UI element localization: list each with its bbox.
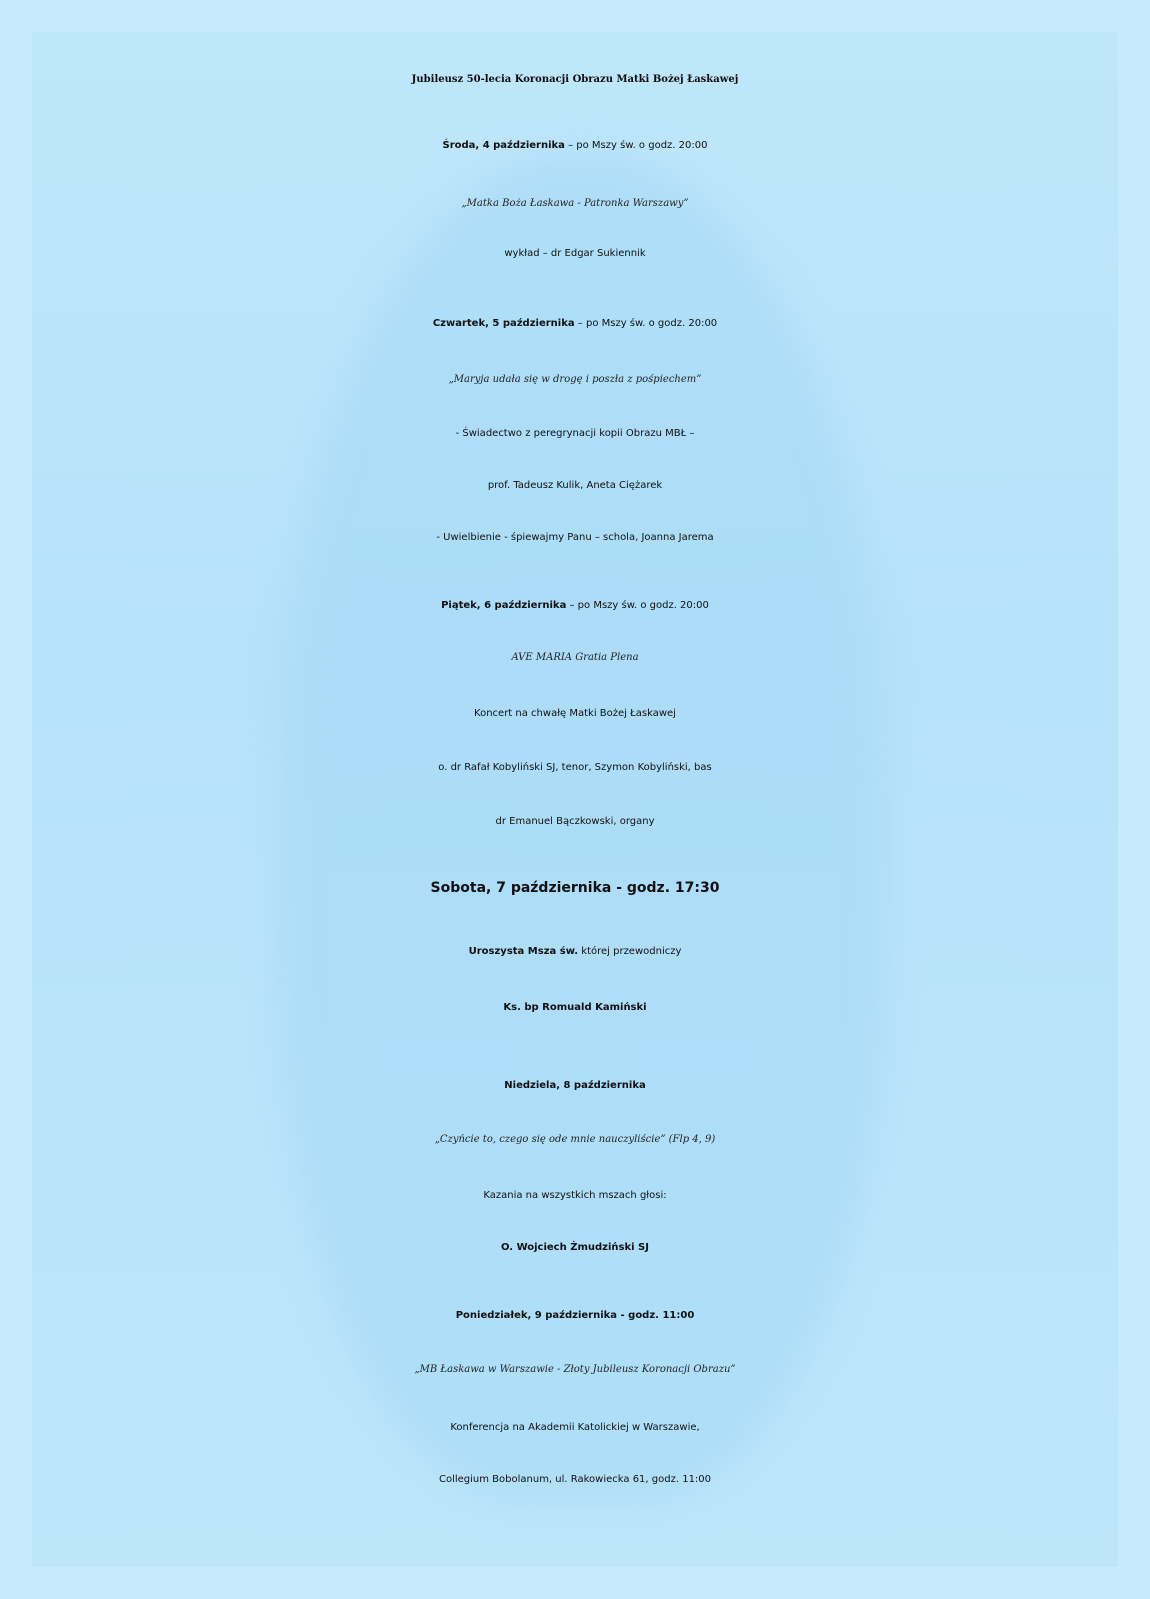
wednesday-day: Środa, 4 października xyxy=(442,140,565,151)
thursday-time: – po Mszy św. o godz. 20:00 xyxy=(574,318,718,329)
saturday-mass-bold: Uroszysta Msza św. xyxy=(468,946,579,957)
monday-quote: „MB Łaskawa w Warszawie - Złoty Jubileusz Koronacji Obrazu” xyxy=(414,1364,736,1375)
monday-text-1: Konferencja na Akademii Katolickiej w Warszawie, xyxy=(450,1422,700,1433)
friday-text-2: o. dr Rafał Kobyliński SJ, tenor, Szymon Kobyliński, bas xyxy=(438,762,712,773)
thursday-heading xyxy=(32,318,1118,329)
thursday-text-3: - Uwielbienie - śpiewajmy Panu – schola, Joanna Jarema xyxy=(436,532,714,543)
saturday-heading: Sobota, 7 października - godz. 17:30 xyxy=(430,880,720,896)
sunday-quote: „Czyńcie to, czego się ode mnie nauczyliście” (Flp 4, 9) xyxy=(434,1134,716,1145)
friday-quote: AVE MARIA Gratia Plena xyxy=(511,652,639,663)
watermark-image xyxy=(282,152,882,1502)
friday-time: – po Mszy św. o godz. 20:00 xyxy=(566,600,709,611)
saturday-mass-rest: której przewodniczy xyxy=(578,946,682,957)
wednesday-quote: „Matka Boża Łaskawa - Patronka Warszawy” xyxy=(461,198,689,209)
friday-text-3: dr Emanuel Bączkowski, organy xyxy=(495,816,655,827)
friday-heading xyxy=(32,600,1118,611)
wednesday-heading xyxy=(32,140,1118,151)
sunday-text: Kazania na wszystkich mszach głosi: xyxy=(483,1190,667,1201)
saturday-celebrant: Ks. bp Romuald Kamiński xyxy=(503,1002,647,1013)
thursday-text-2: prof. Tadeusz Kulik, Aneta Ciężarek xyxy=(487,480,663,491)
poster-title: Jubileusz 50-lecia Koronacji Obrazu Matki Bożej Łaskawej xyxy=(411,74,739,85)
thursday-day: Czwartek, 5 października xyxy=(432,318,575,329)
wednesday-text: wykład – dr Edgar Sukiennik xyxy=(504,248,646,259)
poster xyxy=(32,32,1118,1567)
friday-day: Piątek, 6 października xyxy=(441,600,567,611)
thursday-text-1: - Świadectwo z peregrynacji kopii Obrazu MBŁ – xyxy=(455,428,695,439)
friday-text-1: Koncert na chwałę Matki Bożej Łaskawej xyxy=(474,708,676,719)
wednesday-time: – po Mszy św. o godz. 20:00 xyxy=(564,140,708,151)
sunday-heading: Niedziela, 8 października xyxy=(504,1080,646,1091)
saturday-mass xyxy=(32,946,1118,957)
thursday-quote: „Maryja udała się w drogę i poszła z pośpiechem” xyxy=(448,374,702,385)
monday-text-2: Collegium Bobolanum, ul. Rakowiecka 61, godz. 11:00 xyxy=(438,1474,712,1485)
monday-heading: Poniedziałek, 9 października - godz. 11:00 xyxy=(455,1310,695,1321)
sunday-preacher: O. Wojciech Żmudziński SJ xyxy=(501,1242,649,1253)
